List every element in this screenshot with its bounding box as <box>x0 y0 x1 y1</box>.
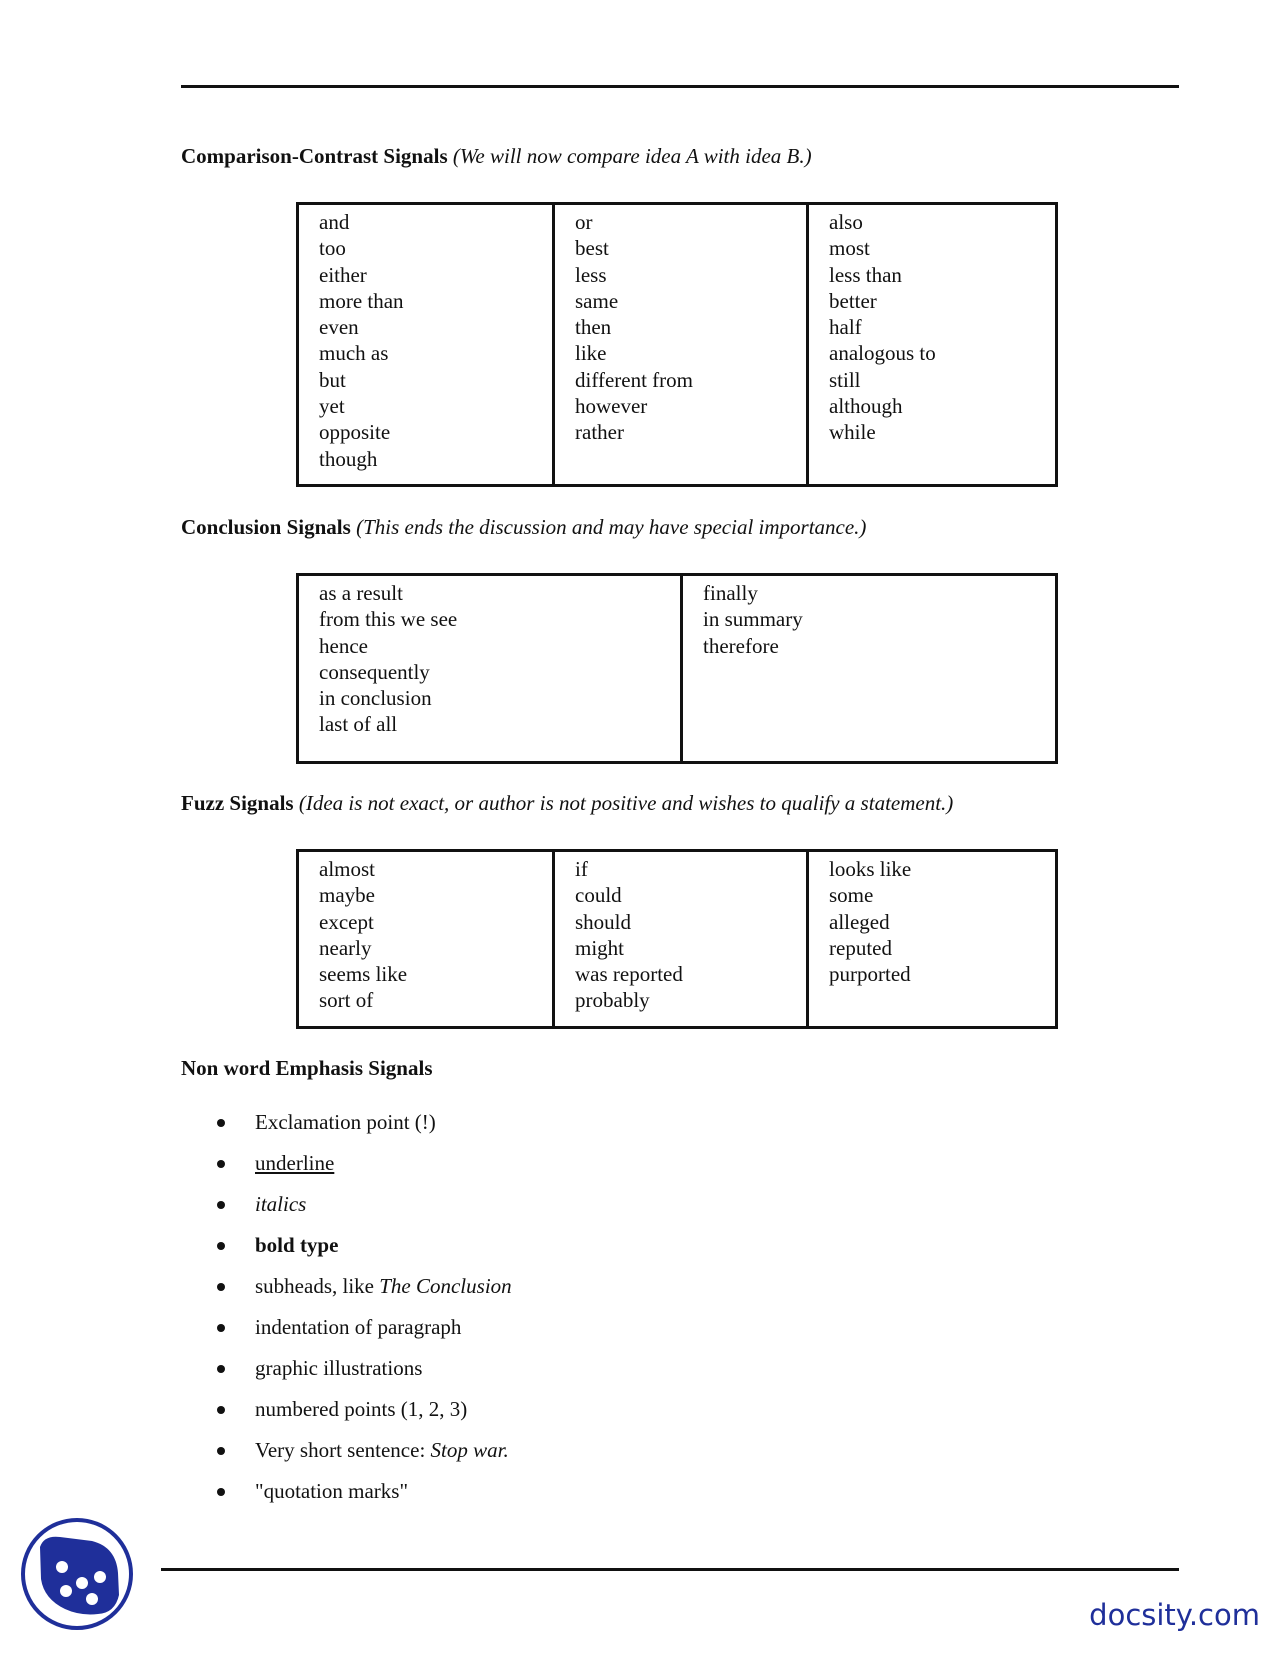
signal-word: analogous to <box>829 341 936 366</box>
conclusion-col-2 <box>680 576 1055 761</box>
signal-word: almost <box>319 857 375 881</box>
signal-word: from this we see <box>319 607 458 632</box>
signal-word: as a result <box>319 581 403 605</box>
fuzz-table <box>296 849 1058 1029</box>
signal-word: and <box>319 210 350 234</box>
signal-word: best <box>575 236 609 261</box>
signal-word: in conclusion <box>319 686 432 711</box>
comparison-note: (We will now compare idea A with idea B.) <box>452 144 812 168</box>
list-item-label: italics <box>255 1192 307 1216</box>
fuzz-col-1 <box>299 852 552 1026</box>
signal-word: better <box>829 288 877 313</box>
signal-word: could <box>575 883 622 908</box>
signal-word: or <box>575 210 593 234</box>
signal-word: might <box>575 935 625 960</box>
signal-word: reputed <box>829 935 892 960</box>
signal-word: was reported <box>575 962 683 987</box>
list-item-text <box>255 1438 509 1463</box>
signal-word: maybe <box>319 883 375 908</box>
signal-word: either <box>319 262 367 287</box>
bullet-icon <box>217 1242 225 1250</box>
signal-word: although <box>829 394 903 419</box>
fuzz-note: (Idea is not exact, or author is not positive and wishes to qualify a statement.) <box>298 791 954 815</box>
list-item-text <box>255 1315 461 1340</box>
nonword-heading <box>181 1056 433 1081</box>
signal-word: though <box>319 446 378 471</box>
list-item-emphasis: The Conclusion <box>379 1274 512 1298</box>
signal-word: even <box>319 315 359 340</box>
signal-word: also <box>829 210 863 234</box>
signal-word: except <box>319 909 374 934</box>
list-item-text <box>255 1397 467 1422</box>
conclusion-note: (This ends the discussion and may have special importance.) <box>356 515 867 539</box>
signal-word: therefore <box>703 633 779 658</box>
list-item-text <box>255 1356 422 1381</box>
signal-word: less than <box>829 262 902 287</box>
signal-word: then <box>575 315 612 340</box>
list-item-label: underline <box>255 1151 335 1175</box>
signal-word: last of all <box>319 712 398 737</box>
comparison-table <box>296 202 1058 487</box>
bullet-icon <box>217 1119 225 1127</box>
list-item-emphasis: Stop war. <box>430 1438 509 1462</box>
signal-word: nearly <box>319 935 372 960</box>
conclusion-col-1 <box>299 576 680 761</box>
bullet-icon <box>217 1283 225 1291</box>
signal-word: alleged <box>829 909 890 934</box>
bullet-icon <box>217 1160 225 1168</box>
signal-word: more than <box>319 288 404 313</box>
list-item-label: bold type <box>255 1233 339 1257</box>
comparison-title: Comparison-Contrast Signals <box>181 144 448 168</box>
fuzz-col-3 <box>806 852 1055 1026</box>
signal-word: purported <box>829 962 911 987</box>
signal-word: but <box>319 367 346 392</box>
signal-word: yet <box>319 394 345 419</box>
bullet-icon <box>217 1447 225 1455</box>
list-item-label: subheads, like <box>255 1274 380 1298</box>
signal-word: too <box>319 236 346 261</box>
comparison-col-1 <box>299 205 552 484</box>
fuzz-heading <box>181 791 953 816</box>
list-item-label: indentation of paragraph <box>255 1315 462 1339</box>
bullet-icon <box>217 1201 225 1209</box>
list-item-label: Very short sentence: <box>255 1438 431 1462</box>
comparison-heading <box>181 144 812 169</box>
signal-word: seems like <box>319 962 408 987</box>
signal-word: while <box>829 420 876 445</box>
list-item-label: graphic illustrations <box>255 1356 423 1380</box>
list-item-label: "quotation marks" <box>255 1479 409 1503</box>
bullet-icon <box>217 1365 225 1373</box>
brand-link[interactable]: docsity.com <box>1089 1598 1260 1632</box>
bullet-icon <box>217 1488 225 1496</box>
signal-word: consequently <box>319 659 430 684</box>
signal-word: sort of <box>319 988 374 1013</box>
signal-word: still <box>829 367 861 392</box>
signal-word: same <box>575 288 619 313</box>
comparison-col-2 <box>552 205 806 484</box>
bullet-icon <box>217 1406 225 1414</box>
signal-word: less <box>575 262 607 287</box>
signal-word: in summary <box>703 607 803 632</box>
signal-word: however <box>575 394 648 419</box>
bottom-rule <box>161 1568 1179 1571</box>
signal-word: like <box>575 341 607 366</box>
conclusion-title: Conclusion Signals <box>181 515 351 539</box>
signal-word: finally <box>703 581 758 605</box>
list-item-label: Exclamation point (!) <box>255 1110 436 1134</box>
list-item-text <box>255 1274 512 1299</box>
signal-word: some <box>829 883 874 908</box>
list-item-text <box>255 1110 436 1135</box>
list-item-text <box>255 1151 334 1176</box>
fuzz-col-2 <box>552 852 806 1026</box>
top-rule <box>181 85 1179 88</box>
signal-word: probably <box>575 988 650 1013</box>
list-item-label: numbered points (1, 2, 3) <box>255 1397 468 1421</box>
fuzz-title: Fuzz Signals <box>181 791 294 815</box>
conclusion-table <box>296 573 1058 764</box>
signal-word: different from <box>575 367 693 392</box>
signal-word: opposite <box>319 420 391 445</box>
list-item-text <box>255 1479 408 1504</box>
bullet-icon <box>217 1324 225 1332</box>
signal-word: much as <box>319 341 389 366</box>
signal-word: most <box>829 236 870 261</box>
signal-word: rather <box>575 420 624 445</box>
list-item-text <box>255 1192 306 1217</box>
signal-word: hence <box>319 633 368 658</box>
signal-word: looks like <box>829 857 912 881</box>
signal-word: should <box>575 909 632 934</box>
signal-word: half <box>829 315 862 340</box>
signal-word: if <box>575 857 588 881</box>
nonword-title: Non word Emphasis Signals <box>181 1056 433 1080</box>
conclusion-heading <box>181 515 866 540</box>
comparison-col-3 <box>806 205 1055 484</box>
docsity-logo-icon <box>20 1517 134 1631</box>
list-item-text <box>255 1233 338 1258</box>
